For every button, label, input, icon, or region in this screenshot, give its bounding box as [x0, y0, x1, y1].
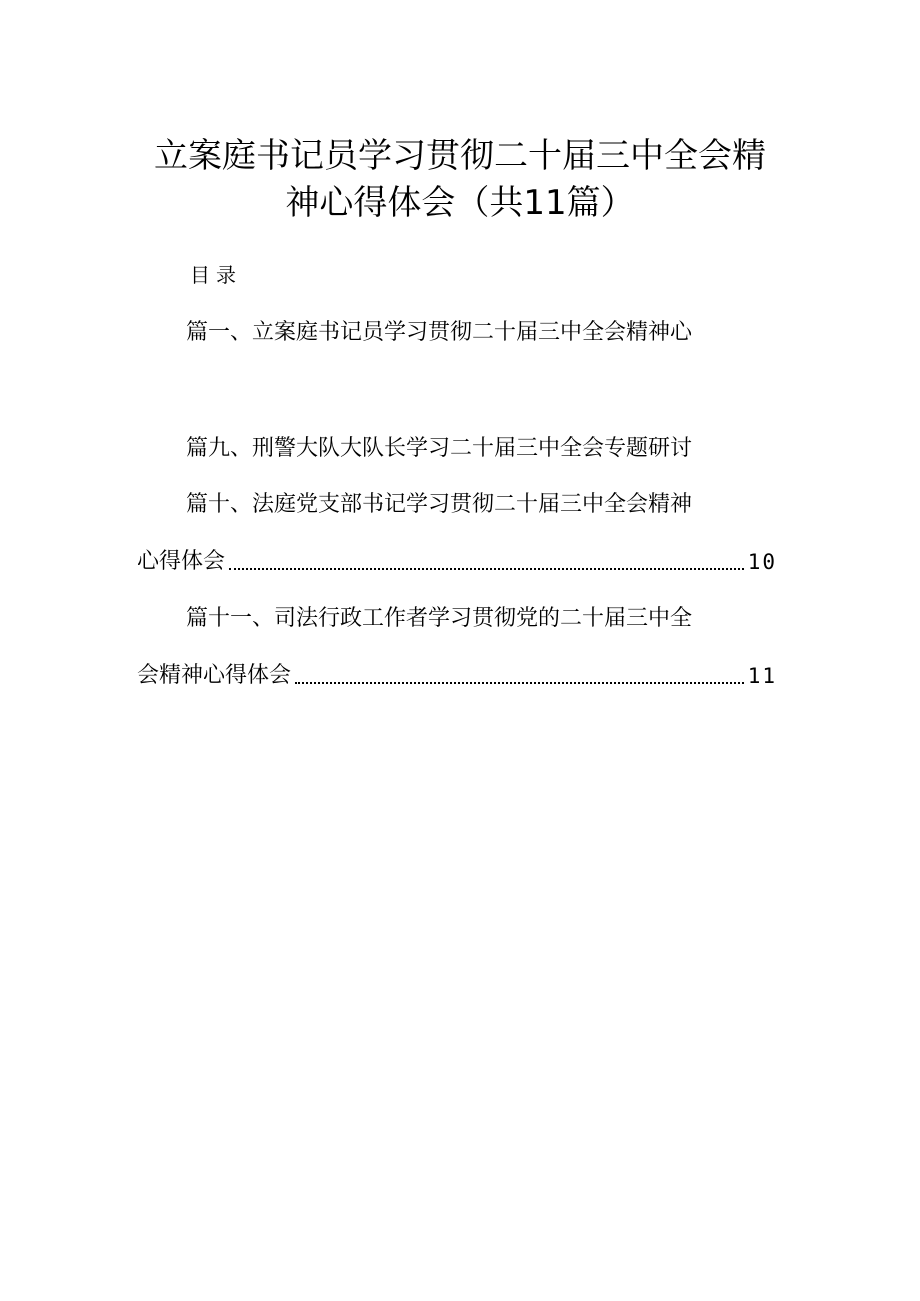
toc-entry-11-text: 会精神心得体会	[137, 663, 292, 688]
document-title-line-1: 立案庭书记员学习贯彻二十届三中全会精	[154, 136, 766, 176]
toc-entry-11-line-1[interactable]: 篇十一、司法行政工作者学习贯彻党的二十届三中全	[186, 606, 693, 631]
toc-entry-11-line-2[interactable]	[137, 661, 777, 691]
toc-entry-10-line-2[interactable]	[137, 547, 777, 577]
toc-entry-10-page-number: 10	[747, 550, 777, 574]
toc-entry-11-page-number: 11	[747, 664, 777, 688]
toc-leader-dots	[295, 682, 744, 684]
toc-entry-10-line-1[interactable]: 篇十、法庭党支部书记学习贯彻二十届三中全会精神	[186, 492, 693, 517]
toc-heading: 目录	[190, 263, 242, 287]
toc-entry-9[interactable]: 篇九、刑警大队大队长学习二十届三中全会专题研讨	[186, 436, 693, 461]
toc-leader-dots	[229, 568, 744, 570]
toc-entry-1[interactable]: 篇一、立案庭书记员学习贯彻二十届三中全会精神心	[186, 320, 693, 345]
toc-entry-10-text: 心得体会	[137, 549, 226, 574]
document-title-line-2: 神心得体会（共11篇）	[285, 183, 635, 223]
